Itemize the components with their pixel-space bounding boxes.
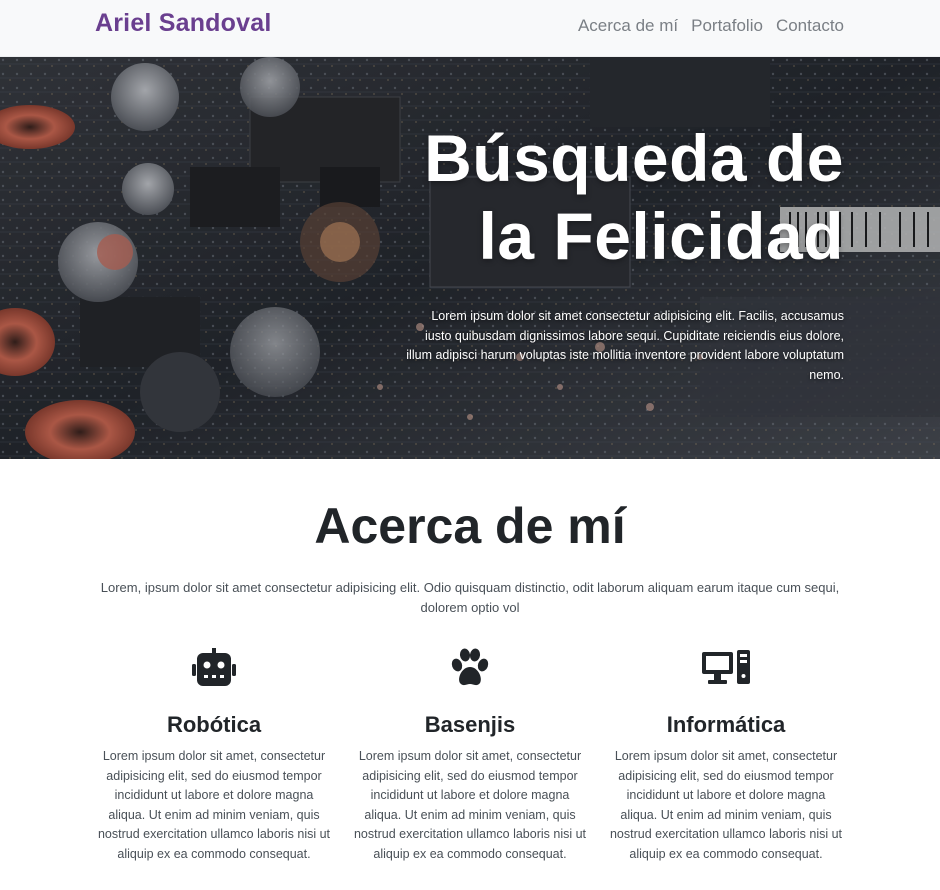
navbar (0, 0, 940, 57)
desktop-computer-icon (606, 646, 846, 690)
hero-description: Lorem ipsum dolor sit amet consectetur adipisicing elit. Facilis, accusamus iusto quibusdam dignissimos labore sequi. Cupiditate reiciendis eius dolore, illum adipisci harum voluptas iste mollitia inventore provident labore voluptatum nemo. (406, 309, 844, 382)
robot-icon (94, 646, 334, 690)
about-description: Lorem, ipsum dolor sit amet consectetur adipisicing elit. Odio quisquam distinctio, odit laborum aliquam earum itaque cum sequi, dolorem optio vol (100, 580, 840, 615)
paw-icon (350, 646, 590, 690)
about-title: Acerca de mí (314, 498, 626, 554)
feature-text: Lorem ipsum dolor sit amet, consectetur adipisicing elit, sed do eiusmod tempor incididunt ut labore et dolore magna aliqua. Ut enim ad minim veniam, quis nostrud exercitation ullamco laboris nisi ut aliquip ex ea commodo consequat. (609, 749, 843, 861)
nav-link-contacto[interactable]: Contacto (775, 16, 844, 35)
nav-links (578, 16, 844, 36)
nav-link-portafolio[interactable]: Portafolio (691, 16, 763, 35)
feature-title: Robótica (166, 712, 262, 737)
hero-title-line-2: la Felicidad (478, 199, 844, 273)
feature-robotica (94, 646, 334, 864)
feature-informatica (606, 646, 846, 864)
nav-link-acerca[interactable]: Acerca de mí (577, 16, 679, 35)
feature-title: Informática (666, 712, 786, 737)
hero-title (324, 119, 844, 275)
hero-section (0, 57, 940, 459)
brand-link[interactable]: Ariel Sandoval (95, 9, 272, 37)
feature-title: Basenjis (424, 712, 516, 737)
feature-basenjis (350, 646, 590, 864)
hero-title-line-1: Búsqueda de (424, 121, 844, 195)
feature-text: Lorem ipsum dolor sit amet, consectetur adipisicing elit, sed do eiusmod tempor incididunt ut labore et dolore magna aliqua. Ut enim ad minim veniam, quis nostrud exercitation ullamco laboris nisi ut aliquip ex ea commodo consequat. (353, 749, 587, 861)
feature-text: Lorem ipsum dolor sit amet, consectetur adipisicing elit, sed do eiusmod tempor incididunt ut labore et dolore magna aliqua. Ut enim ad minim veniam, quis nostrud exercitation ullamco laboris nisi ut aliquip ex ea commodo consequat. (97, 749, 331, 861)
